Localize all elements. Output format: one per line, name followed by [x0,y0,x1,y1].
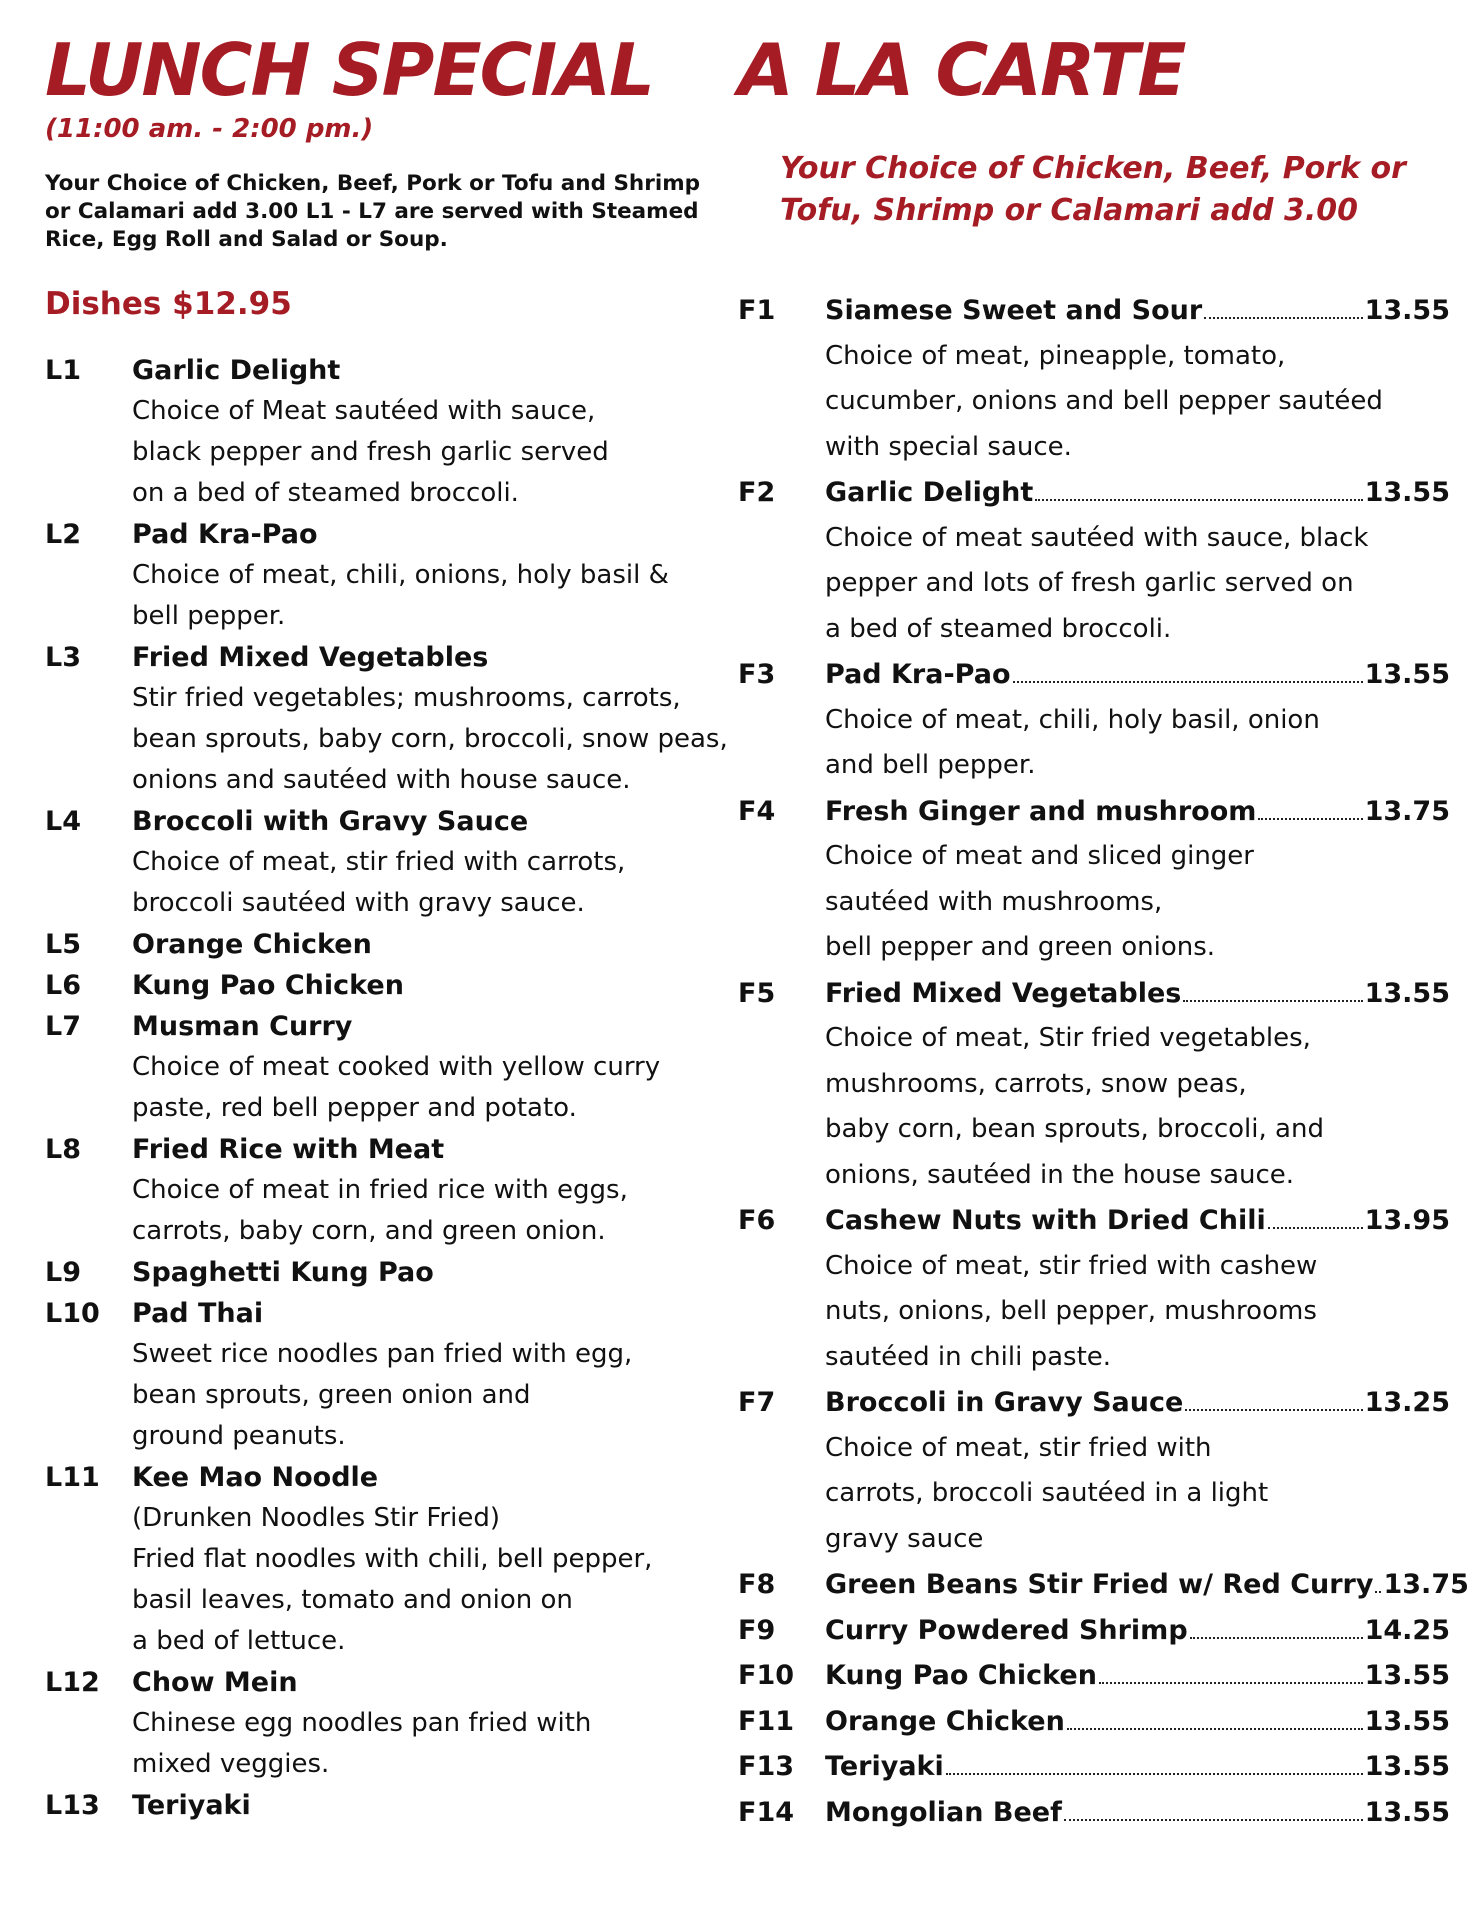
carte-item [738,288,1450,470]
dot-leader [1064,1819,1363,1821]
carte-item-price: 13.25 [1364,1387,1450,1418]
lunch-item-name: Musman Curry [132,1011,353,1042]
carte-item-body [825,1744,1450,1790]
carte-item-description: Choice of meat, pineapple, tomato, cucumber, onions and bell pepper sautéed with special sauce. [825,340,1383,462]
carte-item-price: 13.75 [1364,795,1450,827]
carte-item-name: Siamese Sweet and Sour [825,295,1203,326]
carte-item-description: Choice of meat, stir fried with cashew nuts, onions, bell pepper, mushrooms sautéed in chili paste. [825,1250,1318,1372]
lunch-item-body [132,1252,745,1293]
dot-leader [1258,818,1362,820]
carte-item-body [825,1562,1469,1608]
lunch-item-code: L2 [45,519,81,550]
carte-item [738,971,1450,1199]
lunch-item-body [132,1785,745,1826]
carte-item-price: 13.55 [1364,1751,1450,1782]
carte-item-code: F4 [738,795,776,827]
carte-item-line [825,1699,1450,1745]
carte-item [738,1653,1450,1699]
carte-item-name: Fresh Ginger and mushroom [825,795,1257,827]
carte-item-line [825,971,1450,1017]
carte-item-price: 13.55 [1364,977,1450,1009]
carte-item-line [825,652,1450,698]
dot-leader [1190,1637,1363,1639]
lunch-item [45,350,745,514]
carte-item-body [825,1653,1450,1699]
lunch-item [45,1457,745,1662]
lunch-special-section [45,30,745,1826]
carte-item-name: Cashew Nuts with Dried Chili [825,1205,1266,1236]
carte-item-line [825,1380,1450,1426]
carte-item-line [825,470,1450,516]
lunch-item-description: Choice of meat cooked with yellow curry paste, red bell pepper and potato. [132,1052,661,1123]
a-la-carte-section [738,28,1469,1835]
dot-leader [1067,1728,1363,1730]
lunch-item-body [132,637,745,801]
carte-item-price: 13.55 [1364,295,1450,326]
lunch-item [45,1006,745,1129]
carte-item-description: Choice of meat, chili, holy basil, onion and bell pepper. [825,704,1320,780]
lunch-item-name: Pad Kra-Pao [132,519,318,550]
carte-item-code: F8 [738,1569,776,1600]
lunch-item-description: Choice of meat in fried rice with eggs, carrots, baby corn, and green onion. [132,1175,628,1246]
a-la-carte-items-list [738,288,1469,1835]
carte-item-price: 13.75 [1383,1569,1469,1600]
carte-item-code: F10 [738,1660,795,1691]
lunch-item-code: L5 [45,929,81,960]
lunch-item-description: Chinese egg noodles pan fried with mixed veggies. [132,1708,592,1779]
lunch-item-code: L6 [45,970,81,1001]
lunch-special-title: LUNCH SPECIAL [45,28,653,112]
lunch-item-code: L9 [45,1257,81,1288]
lunch-item-body [132,1006,745,1129]
lunch-item [45,1252,745,1293]
dot-leader [1185,1409,1362,1411]
lunch-item-body [132,924,745,965]
carte-item-price: 13.55 [1364,1705,1450,1737]
carte-item-name: Curry Powdered Shrimp [825,1614,1188,1646]
carte-item [738,652,1450,789]
carte-item-body [825,652,1450,789]
carte-item-name: Pad Kra-Pao [825,659,1011,690]
carte-item-name: Orange Chicken [825,1705,1065,1737]
lunch-item-name: Kung Pao Chicken [132,970,404,1001]
carte-item-description: Choice of meat and sliced ginger sautéed with mushrooms, bell pepper and green onions. [825,841,1254,962]
carte-item-line [825,1653,1450,1699]
carte-item-name: Teriyaki [825,1751,944,1782]
carte-item-price: 13.55 [1364,1660,1450,1691]
lunch-item-name: Pad Thai [132,1298,264,1329]
dot-leader [1183,1000,1362,1002]
carte-item [738,470,1450,652]
lunch-item [45,965,745,1006]
carte-item-line [825,288,1450,334]
lunch-item-body [132,1129,745,1252]
lunch-item [45,924,745,965]
carte-item [738,1608,1450,1654]
carte-item-code: F7 [738,1387,776,1418]
lunch-item-body [132,801,745,924]
carte-item-line [825,789,1450,835]
carte-item-name: Mongolian Beef [825,1796,1062,1828]
lunch-item-code: L8 [45,1134,81,1165]
lunch-items-list [45,350,745,1826]
lunch-item-name: Fried Rice with Meat [132,1134,445,1165]
lunch-item-description: Choice of meat, chili, onions, holy basil & bell pepper. [132,560,669,631]
carte-item-price: 14.25 [1364,1614,1450,1646]
carte-item-name: Green Beans Stir Fried w/ Red Curry [825,1569,1374,1600]
lunch-item-name: Broccoli with Gravy Sauce [132,806,529,837]
carte-item-line [825,1608,1450,1654]
lunch-item-body [132,965,745,1006]
carte-item-code: F9 [738,1614,776,1646]
lunch-item-description: (Drunken Noodles Stir Fried) Fried flat noodles with chili, bell pepper, basil leaves, tomato and onion on a bed of lettuce. [132,1503,653,1656]
carte-item-line [825,1790,1450,1836]
carte-item [738,1562,1469,1608]
lunch-item-name: Fried Mixed Vegetables [132,642,489,673]
lunch-item [45,514,745,637]
lunch-dishes-price: Dishes $12.95 [45,286,292,322]
carte-item-line [825,1744,1450,1790]
carte-item-code: F6 [738,1205,776,1236]
lunch-item-name: Garlic Delight [132,355,341,386]
carte-item-price: 13.55 [1364,477,1450,508]
dot-leader [1035,499,1362,501]
lunch-item [45,1785,745,1826]
carte-item-code: F14 [738,1796,795,1828]
dot-leader [1204,317,1362,319]
carte-item-description: Choice of meat, Stir fried vegetables, mushrooms, carrots, snow peas, baby corn, bean sprouts, broccoli, and onions, sautéed in the house sauce. [825,1023,1324,1190]
carte-item-price: 13.55 [1364,1796,1450,1828]
carte-item [738,1699,1450,1745]
carte-item-code: F2 [738,477,776,508]
carte-item-body [825,1198,1450,1380]
carte-item-body [825,1699,1450,1745]
carte-item-body [825,1380,1450,1562]
carte-item-name: Kung Pao Chicken [825,1660,1097,1691]
carte-item-code: F1 [738,295,776,326]
carte-item-code: F3 [738,659,776,690]
carte-item-body [825,971,1450,1199]
carte-item [738,1790,1450,1836]
dot-leader [1099,1682,1363,1684]
carte-item-line [825,1562,1469,1608]
lunch-item-description: Choice of Meat sautéed with sauce, black pepper and fresh garlic served on a bed of steamed broccoli. [132,396,609,508]
lunch-item-name: Kee Mao Noodle [132,1462,379,1493]
lunch-item-name: Orange Chicken [132,929,372,960]
carte-item-body [825,1608,1450,1654]
lunch-item-code: L4 [45,806,81,837]
dot-leader [1268,1227,1363,1229]
lunch-item [45,637,745,801]
carte-item-body [825,288,1450,470]
lunch-item-body [132,1457,745,1662]
lunch-item-code: L12 [45,1667,100,1698]
carte-item-name: Broccoli in Gravy Sauce [825,1387,1184,1418]
lunch-item-code: L7 [45,1011,81,1042]
lunch-item-description: Sweet rice noodles pan fried with egg, bean sprouts, green onion and ground peanuts. [132,1339,633,1451]
carte-item-name: Fried Mixed Vegetables [825,977,1182,1009]
a-la-carte-title: A LA CARTE [738,28,1185,112]
dot-leader [1375,1591,1381,1593]
lunch-item-name: Chow Mein [132,1667,298,1698]
lunch-item-code: L1 [45,355,81,386]
lunch-item-code: L11 [45,1462,100,1493]
carte-item-line [825,1198,1450,1244]
lunch-intro: Your Choice of Chicken, Beef, Pork or Tofu and Shrimp or Calamari add 3.00 L1 - L7 are served with Steamed Rice, Egg Roll and Salad or Soup. [45,171,700,252]
lunch-item-name: Spaghetti Kung Pao [132,1257,434,1288]
lunch-item-body [132,1293,745,1457]
lunch-hours: (11:00 am. - 2:00 pm.) [45,114,374,144]
carte-item [738,1380,1450,1562]
lunch-item [45,1129,745,1252]
lunch-item-description: Stir fried vegetables; mushrooms, carrots, bean sprouts, baby corn, broccoli, snow peas, onions and sautéed with house sauce. [132,683,728,795]
carte-item-code: F5 [738,977,776,1009]
carte-item-code: F13 [738,1751,795,1782]
a-la-carte-subtitle: Your Choice of Chicken, Beef, Pork or Tofu, Shrimp or Calamari add 3.00 [780,151,1406,228]
carte-item-description: Choice of meat sautéed with sauce, black pepper and lots of fresh garlic served on a bed of steamed broccoli. [825,522,1369,644]
dot-leader [946,1773,1363,1775]
carte-item-price: 13.55 [1364,659,1450,690]
carte-item [738,789,1450,971]
lunch-item [45,1662,745,1785]
carte-item [738,1744,1450,1790]
lunch-item-code: L3 [45,642,81,673]
carte-item-body [825,470,1450,652]
carte-item [738,1198,1450,1380]
carte-item-body [825,789,1450,971]
lunch-item-description: Choice of meat, stir fried with carrots, broccoli sautéed with gravy sauce. [132,847,626,918]
lunch-item [45,801,745,924]
lunch-item-body [132,350,745,514]
dot-leader [1013,681,1363,683]
carte-item-code: F11 [738,1705,795,1737]
carte-item-name: Garlic Delight [825,477,1034,508]
carte-item-body [825,1790,1450,1836]
lunch-item-name: Teriyaki [132,1790,251,1821]
lunch-item-code: L13 [45,1790,100,1821]
lunch-item-body [132,1662,745,1785]
carte-item-price: 13.95 [1364,1205,1450,1236]
carte-item-description: Choice of meat, stir fried with carrots, broccoli sautéed in a light gravy sauce [825,1432,1269,1554]
lunch-item-code: L10 [45,1298,100,1329]
lunch-item-body [132,514,745,637]
lunch-item [45,1293,745,1457]
